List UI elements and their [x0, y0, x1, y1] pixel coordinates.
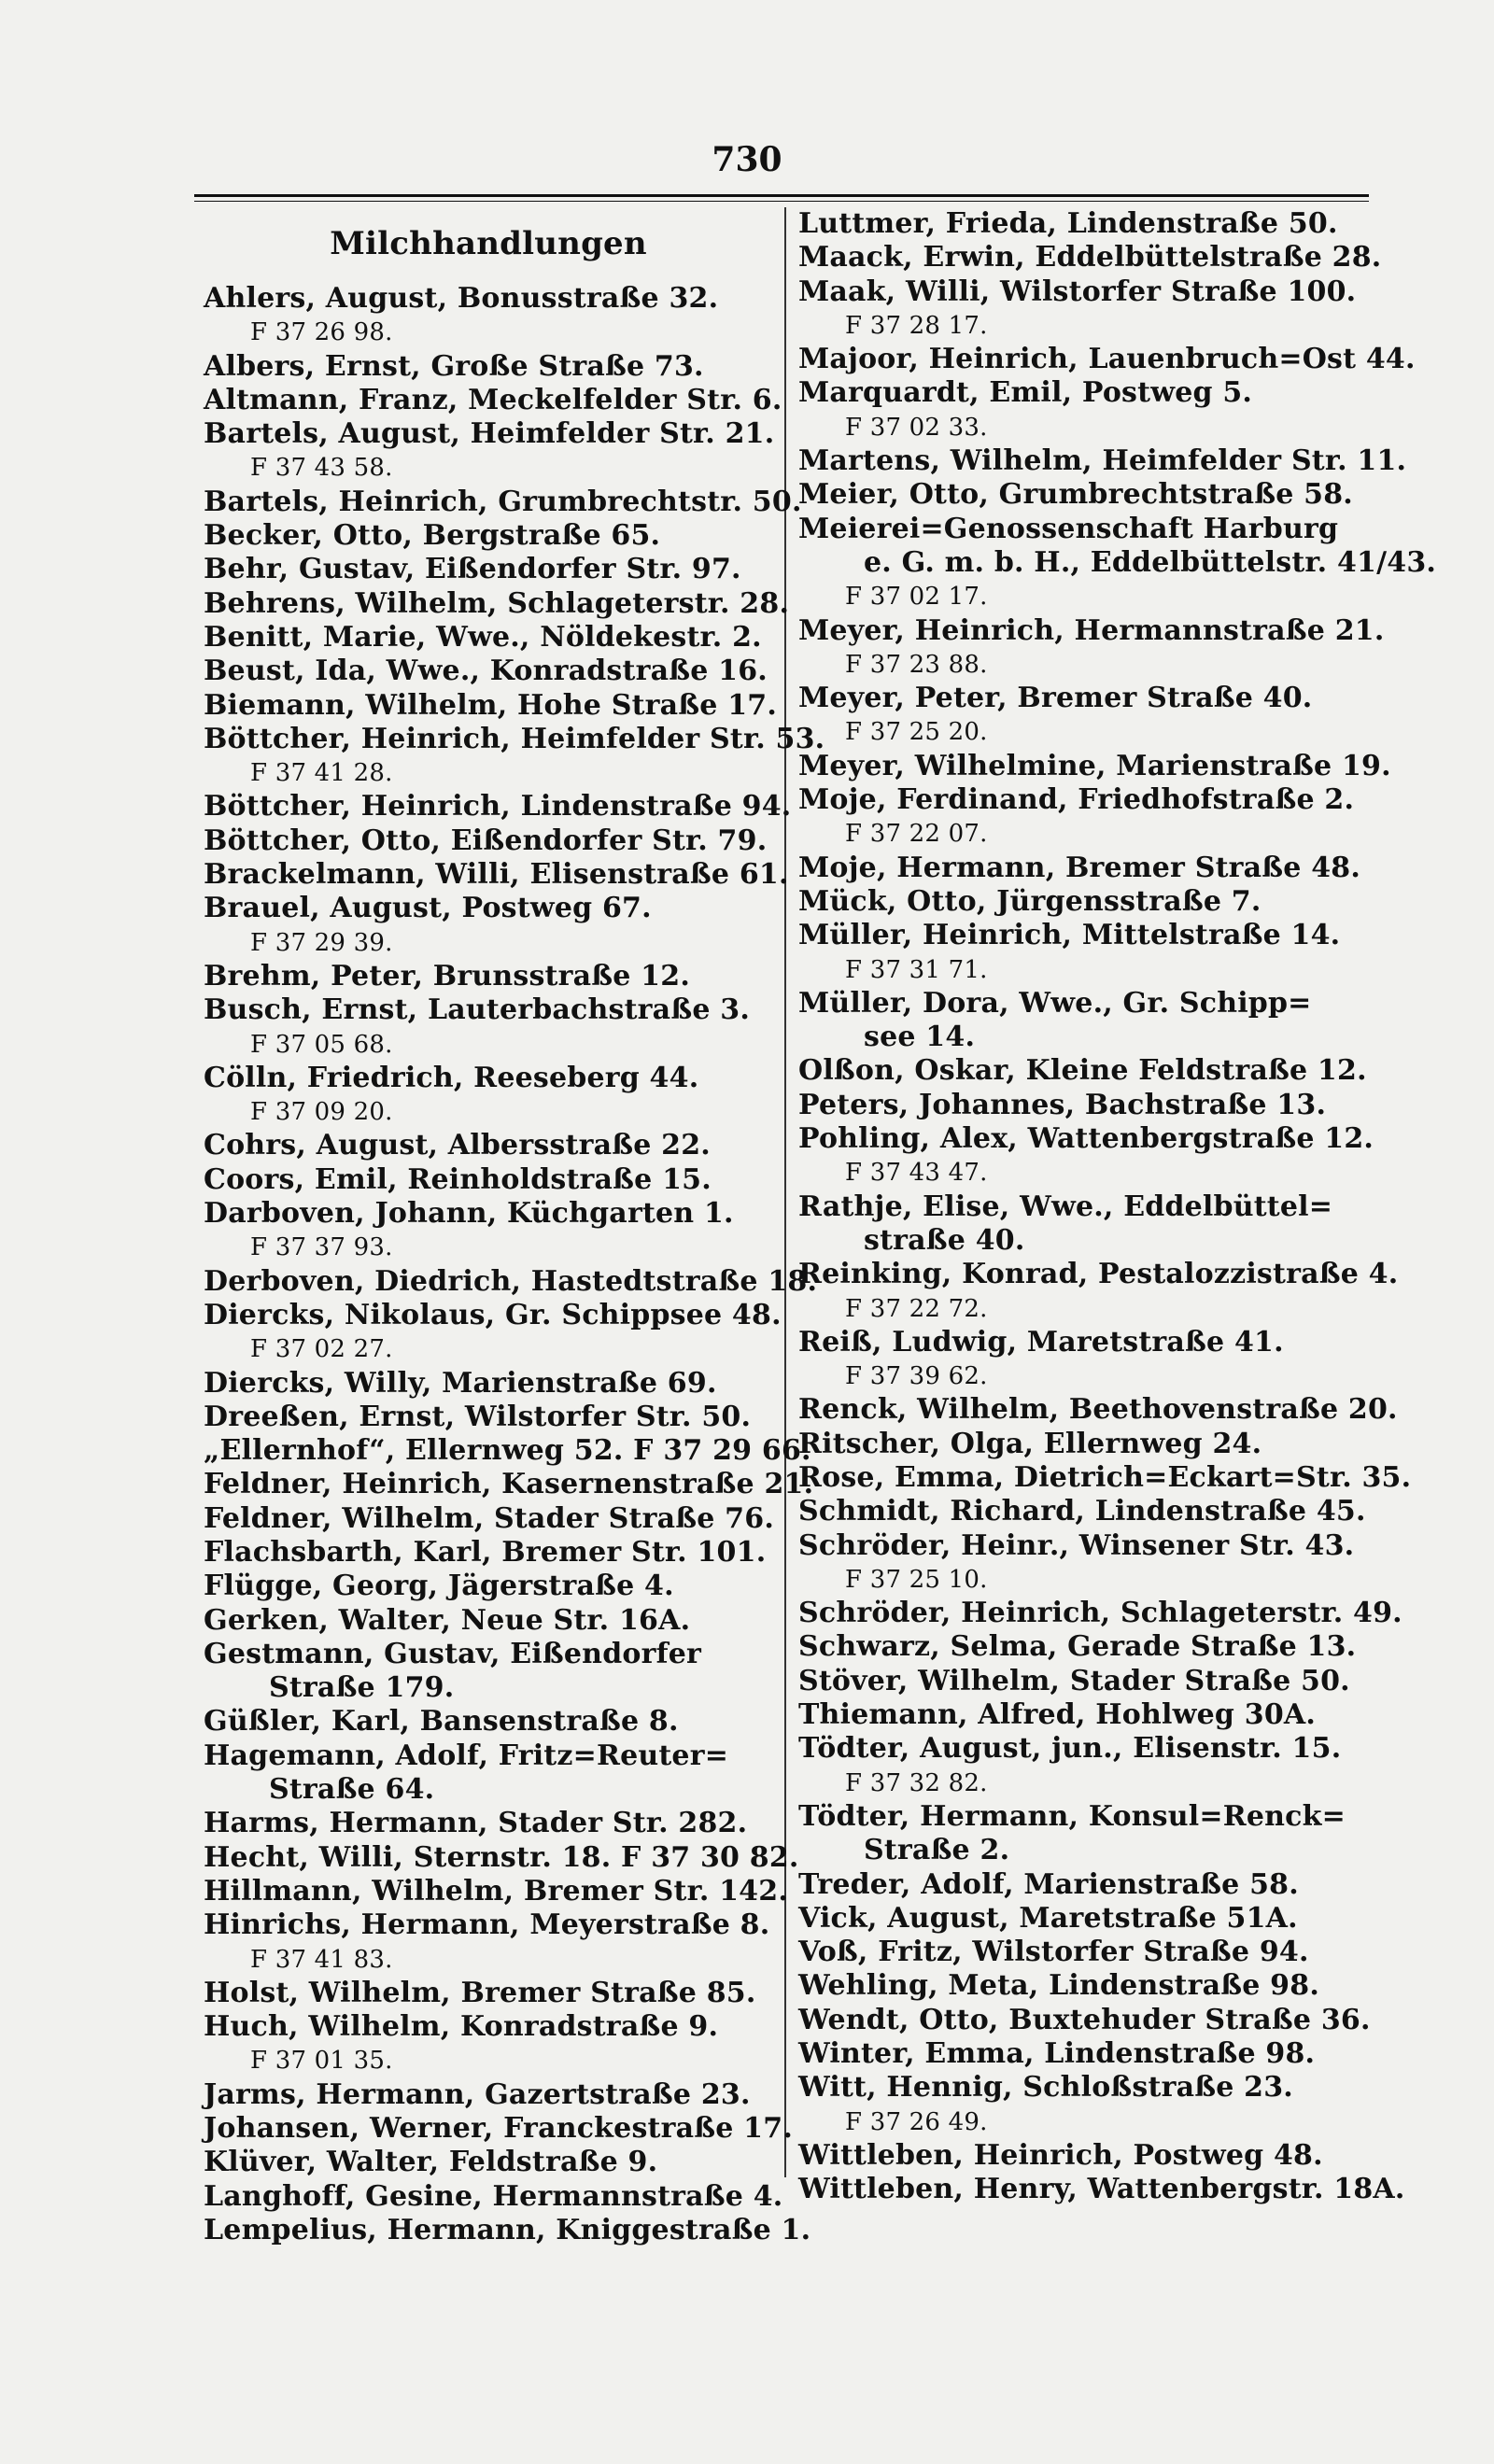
directory-entry: Flachsbarth, Karl, Bremer Str. 101.: [204, 1535, 767, 1569]
phone-number: F 37 01 35.: [250, 2047, 393, 2076]
directory-entry: Huch, Wilhelm, Konradstraße 9.: [204, 2010, 719, 2044]
directory-entry: Feldner, Wilhelm, Stader Straße 76.: [204, 1501, 774, 1535]
directory-entry: Reinking, Konrad, Pestalozzistraße 4.: [798, 1258, 1399, 1291]
directory-entry: Bartels, August, Heimfelder Str. 21.: [204, 417, 775, 451]
directory-entry: Cohrs, August, Albersstraße 22.: [204, 1129, 711, 1162]
phone-number: F 37 32 82.: [845, 1768, 988, 1797]
right-column: [798, 207, 1437, 2207]
directory-entry: Güßler, Karl, Bansenstraße 8.: [204, 1705, 679, 1739]
directory-entry: Meyer, Peter, Bremer Straße 40.: [798, 682, 1313, 715]
directory-entry: Holst, Wilhelm, Bremer Straße 85.: [204, 1976, 756, 2009]
phone-number: F 37 02 27.: [250, 1335, 393, 1364]
directory-entry: Darboven, Johann, Küchgarten 1.: [204, 1197, 734, 1231]
directory-entry: Wittleben, Heinrich, Postweg 48.: [798, 2138, 1323, 2172]
phone-number: F 37 22 72.: [845, 1294, 988, 1323]
directory-entry: Thiemann, Alfred, Hohlweg 30A.: [798, 1698, 1317, 1732]
directory-entry: Hecht, Willi, Sternstr. 18. F 37 30 82.: [204, 1840, 799, 1874]
phone-number: F 37 26 98.: [250, 318, 393, 347]
directory-entry: „Ellernhof“, Ellernweg 52. F 37 29 66.: [204, 1434, 811, 1468]
directory-entry: Brackelmann, Willi, Elisenstraße 61.: [204, 858, 789, 892]
phone-number: F 37 22 07.: [845, 820, 988, 849]
section-heading: Milchhandlungen: [330, 225, 647, 262]
directory-entry: Diercks, Willy, Marienstraße 69.: [204, 1366, 717, 1400]
directory-entry: Rose, Emma, Dietrich=Eckart=Str. 35.: [798, 1460, 1412, 1494]
directory-entry: Moje, Ferdinand, Friedhofstraße 2.: [798, 783, 1355, 817]
directory-entry: Tödter, Hermann, Konsul=Renck=: [798, 1799, 1346, 1833]
directory-entry: Schröder, Heinr., Winsener Str. 43.: [798, 1528, 1355, 1562]
phone-number: F 37 31 71.: [845, 955, 988, 984]
directory-entry: Altmann, Franz, Meckelfelder Str. 6.: [204, 383, 782, 416]
entry-continuation: Straße 64.: [269, 1773, 435, 1807]
entry-continuation: see 14.: [864, 1021, 976, 1054]
phone-number: F 37 26 49.: [845, 2107, 988, 2136]
directory-entry: Feldner, Heinrich, Kasernenstraße 21.: [204, 1468, 814, 1501]
phone-number: F 37 02 17.: [845, 583, 988, 612]
directory-entry: Treder, Adolf, Marienstraße 58.: [798, 1867, 1299, 1901]
directory-entry: Böttcher, Heinrich, Lindenstraße 94.: [204, 790, 792, 824]
directory-entry: Behrens, Wilhelm, Schlageterstr. 28.: [204, 586, 790, 620]
directory-entry: Ahlers, August, Bonusstraße 32.: [204, 282, 719, 315]
phone-number: F 37 37 93.: [250, 1233, 393, 1262]
directory-entry: Brehm, Peter, Brunsstraße 12.: [204, 959, 690, 993]
directory-entry: Witt, Hennig, Schloßstraße 23.: [798, 2071, 1293, 2105]
directory-entry: Johansen, Werner, Franckestraße 17.: [204, 2112, 793, 2146]
directory-entry: Marquardt, Emil, Postweg 5.: [798, 376, 1253, 410]
directory-entry: Maak, Willi, Wilstorfer Straße 100.: [798, 275, 1357, 308]
phone-number: F 37 28 17.: [845, 311, 988, 340]
directory-entry: Reiß, Ludwig, Maretstraße 41.: [798, 1325, 1284, 1359]
left-column: [204, 207, 825, 2247]
page-number: 730: [712, 140, 782, 179]
directory-entry: Hillmann, Wilhelm, Bremer Str. 142.: [204, 1874, 788, 1908]
phone-number: F 37 29 39.: [250, 928, 393, 957]
directory-entry: Renck, Wilhelm, Beethovenstraße 20.: [798, 1393, 1398, 1427]
directory-entry: Schmidt, Richard, Lindenstraße 45.: [798, 1495, 1366, 1528]
directory-entry: Bartels, Heinrich, Grumbrechtstr. 50.: [204, 485, 802, 518]
directory-entry: Luttmer, Frieda, Lindenstraße 50.: [798, 207, 1338, 240]
directory-entry: Schwarz, Selma, Gerade Straße 13.: [798, 1630, 1357, 1664]
directory-entry: Böttcher, Heinrich, Heimfelder Str. 53.: [204, 722, 825, 755]
directory-entry: Meyer, Wilhelmine, Marienstraße 19.: [798, 749, 1391, 782]
directory-entry: Hagemann, Adolf, Fritz=Reuter=: [204, 1739, 729, 1772]
directory-entry: Beust, Ida, Wwe., Konradstraße 16.: [204, 655, 768, 688]
directory-entry: Peters, Johannes, Bachstraße 13.: [798, 1088, 1327, 1121]
directory-entry: Müller, Heinrich, Mittelstraße 14.: [798, 919, 1341, 952]
directory-entry: Pohling, Alex, Wattenbergstraße 12.: [798, 1122, 1374, 1156]
directory-entry: Coors, Emil, Reinholdstraße 15.: [204, 1162, 712, 1196]
directory-entry: Müller, Dora, Wwe., Gr. Schipp=: [798, 986, 1312, 1020]
directory-entry: Albers, Ernst, Große Straße 73.: [204, 349, 704, 383]
directory-entry: Winter, Emma, Lindenstraße 98.: [798, 2037, 1316, 2071]
directory-entry: Meier, Otto, Grumbrechtstraße 58.: [798, 478, 1353, 512]
directory-entry: Wendt, Otto, Buxtehuder Straße 36.: [798, 2003, 1371, 2036]
directory-entry: Klüver, Walter, Feldstraße 9.: [204, 2146, 658, 2179]
entry-continuation: straße 40.: [864, 1223, 1025, 1257]
directory-entry: Langhoff, Gesine, Hermannstraße 4.: [204, 2179, 783, 2213]
directory-entry: Böttcher, Otto, Eißendorfer Str. 79.: [204, 824, 768, 857]
entry-continuation: Straße 2.: [864, 1834, 1010, 1867]
header-rule: [194, 194, 1369, 202]
phone-number: F 37 05 68.: [250, 1030, 393, 1059]
phone-number: F 37 25 10.: [845, 1565, 988, 1594]
phone-number: F 37 23 88.: [845, 650, 988, 679]
directory-entry: Brauel, August, Postweg 67.: [204, 892, 652, 925]
directory-entry: Diercks, Nikolaus, Gr. Schippsee 48.: [204, 1298, 782, 1331]
directory-entry: Hinrichs, Hermann, Meyerstraße 8.: [204, 1908, 770, 1942]
directory-entry: Majoor, Heinrich, Lauenbruch=Ost 44.: [798, 343, 1416, 376]
directory-entry: Wittleben, Henry, Wattenbergstr. 18A.: [798, 2173, 1405, 2206]
directory-entry: Harms, Hermann, Stader Str. 282.: [204, 1807, 748, 1840]
directory-entry: Maack, Erwin, Eddelbüttelstraße 28.: [798, 241, 1382, 275]
phone-number: F 37 41 83.: [250, 1945, 393, 1974]
directory-entry: Tödter, August, jun., Elisenstr. 15.: [798, 1732, 1342, 1766]
directory-entry: Martens, Wilhelm, Heimfelder Str. 11.: [798, 444, 1407, 478]
phone-number: F 37 39 62.: [845, 1362, 988, 1391]
directory-entry: Benitt, Marie, Wwe., Nöldekestr. 2.: [204, 620, 762, 654]
phone-number: F 37 41 28.: [250, 759, 393, 788]
phone-number: F 37 43 47.: [845, 1159, 988, 1188]
directory-entry: Wehling, Meta, Lindenstraße 98.: [798, 1969, 1319, 2003]
directory-entry: Dreeßen, Ernst, Wilstorfer Str. 50.: [204, 1400, 752, 1433]
directory-entry: Voß, Fritz, Wilstorfer Straße 94.: [798, 1936, 1309, 1969]
directory-entry: Ritscher, Olga, Ellernweg 24.: [798, 1427, 1262, 1460]
directory-entry: Busch, Ernst, Lauterbachstraße 3.: [204, 993, 750, 1027]
directory-entry: Mück, Otto, Jürgensstraße 7.: [798, 884, 1261, 918]
phone-number: F 37 09 20.: [250, 1098, 393, 1127]
phone-number: F 37 25 20.: [845, 718, 988, 747]
entry-continuation: Straße 179.: [269, 1671, 455, 1705]
directory-entry: Moje, Hermann, Bremer Straße 48.: [798, 851, 1360, 884]
directory-entry: Biemann, Wilhelm, Hohe Straße 17.: [204, 688, 777, 722]
directory-entry: Flügge, Georg, Jägerstraße 4.: [204, 1570, 674, 1603]
directory-entry: Schröder, Heinrich, Schlageterstr. 49.: [798, 1597, 1402, 1630]
directory-entry: Becker, Otto, Bergstraße 65.: [204, 519, 661, 553]
phone-number: F 37 02 33.: [845, 413, 988, 442]
directory-entry: Olßon, Oskar, Kleine Feldstraße 12.: [798, 1054, 1367, 1088]
directory-entry: Lempelius, Hermann, Kniggestraße 1.: [204, 2213, 811, 2246]
directory-entry: Meierei=Genossenschaft Harburg: [798, 512, 1339, 545]
directory-entry: Gestmann, Gustav, Eißendorfer: [204, 1637, 701, 1670]
directory-entry: Derboven, Diedrich, Hastedtstraße 18.: [204, 1264, 818, 1298]
directory-entry: Gerken, Walter, Neue Str. 16A.: [204, 1603, 691, 1637]
directory-entry: Cölln, Friedrich, Reeseberg 44.: [204, 1061, 699, 1094]
directory-entry: Rathje, Elise, Wwe., Eddelbüttel=: [798, 1190, 1333, 1223]
directory-entry: Stöver, Wilhelm, Stader Straße 50.: [798, 1664, 1350, 1697]
phone-number: F 37 43 58.: [250, 454, 393, 483]
entry-continuation: e. G. m. b. H., Eddelbüttelstr. 41/43.: [864, 545, 1437, 579]
directory-entry: Meyer, Heinrich, Hermannstraße 21.: [798, 613, 1385, 647]
directory-entry: Vick, August, Maretstraße 51A.: [798, 1901, 1298, 1935]
directory-entry: Jarms, Hermann, Gazertstraße 23.: [204, 2077, 751, 2111]
directory-entry: Behr, Gustav, Eißendorfer Str. 97.: [204, 553, 741, 586]
